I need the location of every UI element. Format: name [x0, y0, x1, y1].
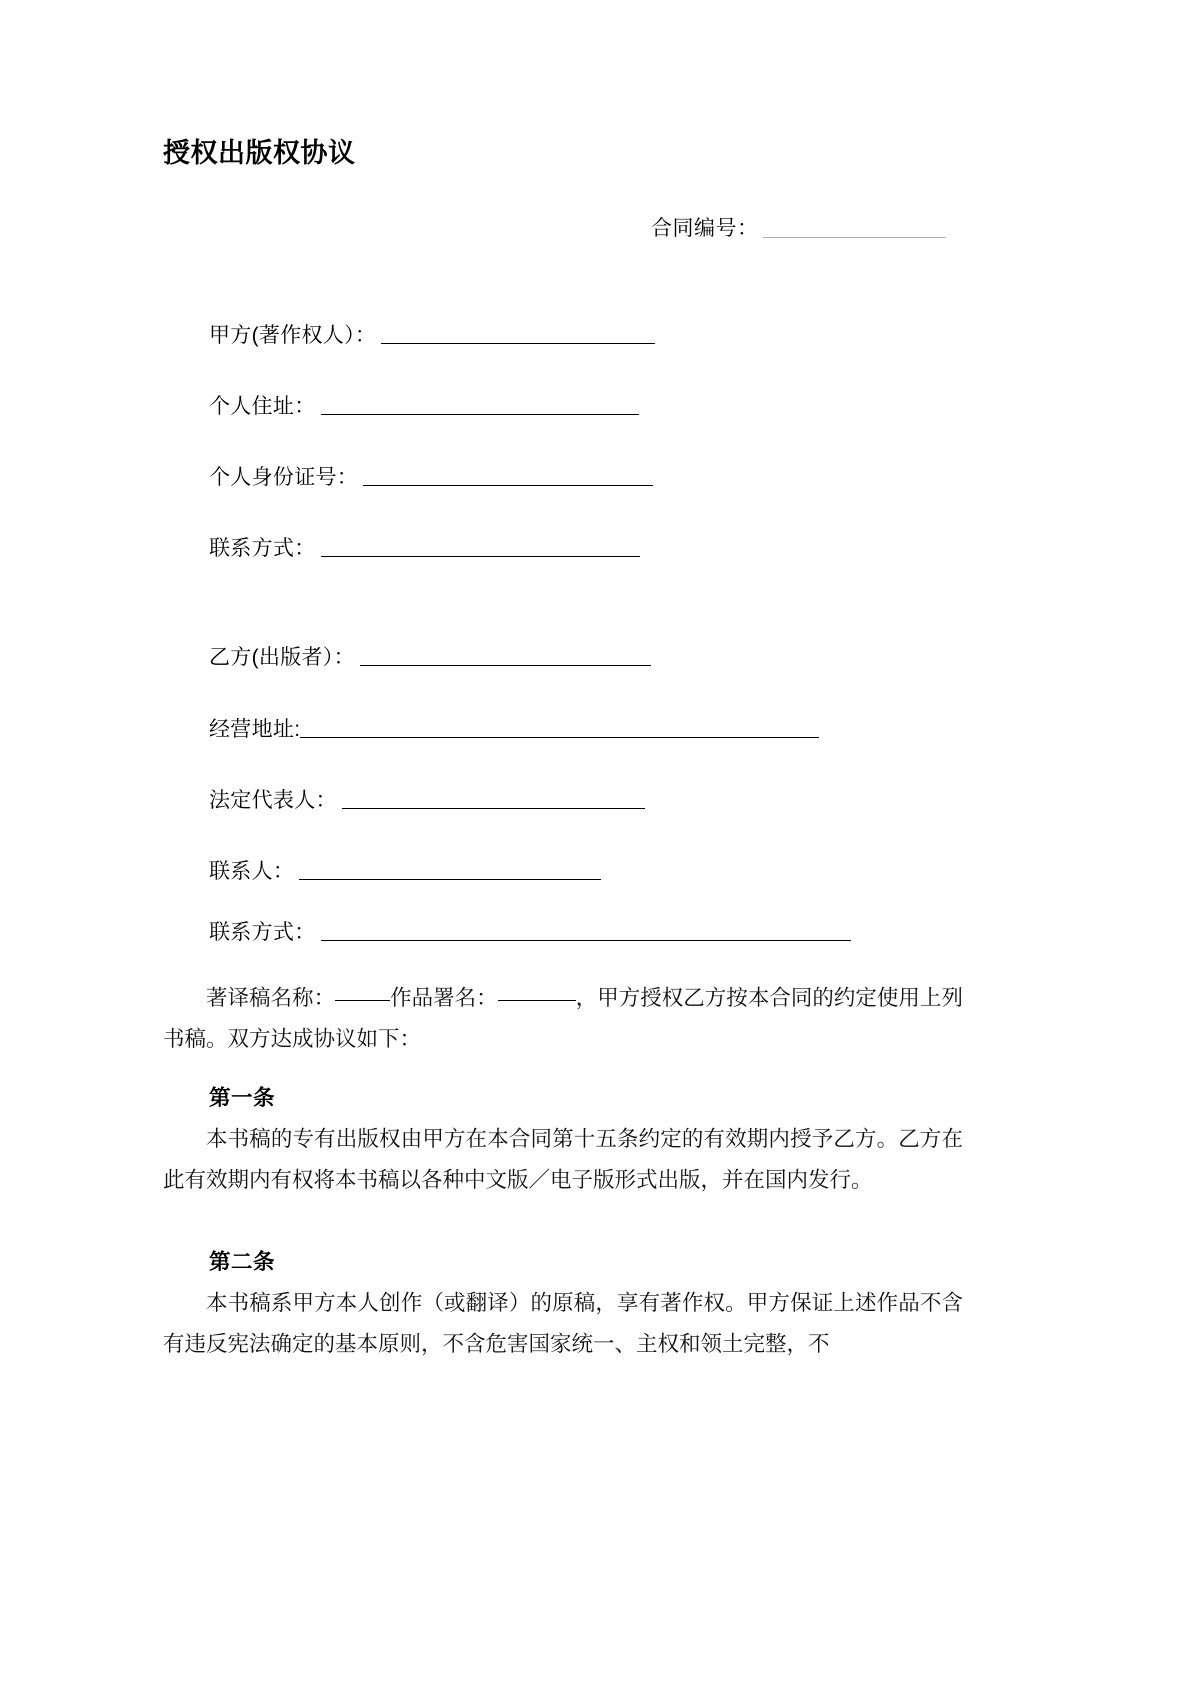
- party-b-legal-rep-field: [209, 787, 645, 814]
- clause-2-body: [163, 1283, 963, 1365]
- party-a-address-input[interactable]: [321, 414, 639, 415]
- party-b-contact-method-field: [209, 919, 851, 946]
- work-signature-input[interactable]: [498, 1000, 576, 1001]
- party-b-name-field: [209, 644, 651, 671]
- contract-number-field: [651, 215, 946, 242]
- contract-number-input[interactable]: [763, 237, 946, 238]
- party-b-business-address-field: [209, 716, 819, 743]
- party-a-address-label: 个人住址：: [209, 395, 316, 418]
- party-a-contact-label: 联系方式：: [209, 537, 316, 560]
- page-title: 授权出版权协议: [163, 138, 356, 169]
- preamble-paragraph: [163, 978, 963, 1060]
- party-b-name-label: 乙方(出版者）：: [209, 646, 355, 669]
- party-b-contact-person-input[interactable]: [299, 879, 601, 880]
- party-a-contact-field: [209, 535, 640, 562]
- party-a-name-field: [209, 322, 655, 349]
- party-a-contact-input[interactable]: [321, 556, 640, 557]
- clause-1-body: [163, 1119, 963, 1201]
- party-b-contact-method-input[interactable]: [321, 940, 851, 941]
- party-b-contact-method-label: 联系方式：: [209, 921, 316, 944]
- party-a-id-field: [209, 464, 653, 491]
- clause-2-heading: 第二条: [209, 1250, 276, 1275]
- party-b-business-address-label: 经营地址:: [209, 718, 301, 741]
- party-a-name-label: 甲方(著作权人）：: [209, 324, 377, 347]
- party-b-contact-person-label: 联系人：: [209, 860, 295, 883]
- clause-1-text: 本书稿的专有出版权由甲方在本合同第十五条约定的有效期内授予乙方。乙方在此有效期内有权将本书稿以各种中文版／电子版形式出版，并在国内发行。: [163, 1127, 963, 1193]
- party-a-name-input[interactable]: [381, 343, 655, 344]
- party-a-id-label: 个人身份证号：: [209, 466, 359, 489]
- party-b-legal-rep-input[interactable]: [342, 808, 645, 809]
- preamble-tail-text: ，甲方授权乙方按本合同的约定使用上列书稿。双方达成协议如下：: [163, 986, 963, 1052]
- party-a-address-field: [209, 393, 639, 420]
- party-b-legal-rep-label: 法定代表人：: [209, 789, 337, 812]
- clause-1-heading: 第一条: [209, 1086, 276, 1111]
- work-signature-label: 作品署名：: [390, 986, 498, 1011]
- party-b-name-input[interactable]: [360, 665, 651, 666]
- work-title-label: 著译稿名称：: [206, 986, 336, 1011]
- party-b-business-address-input[interactable]: [300, 737, 819, 738]
- party-a-id-input[interactable]: [363, 485, 653, 486]
- party-b-contact-person-field: [209, 858, 601, 885]
- clause-2-text: 本书稿系甲方本人创作（或翻译）的原稿，享有著作权。甲方保证上述作品不含有违反宪法确定的基本原则，不含危害国家统一、主权和领土完整，不: [163, 1291, 963, 1357]
- work-title-input[interactable]: [335, 1000, 390, 1001]
- contract-number-label: 合同编号：: [651, 217, 759, 240]
